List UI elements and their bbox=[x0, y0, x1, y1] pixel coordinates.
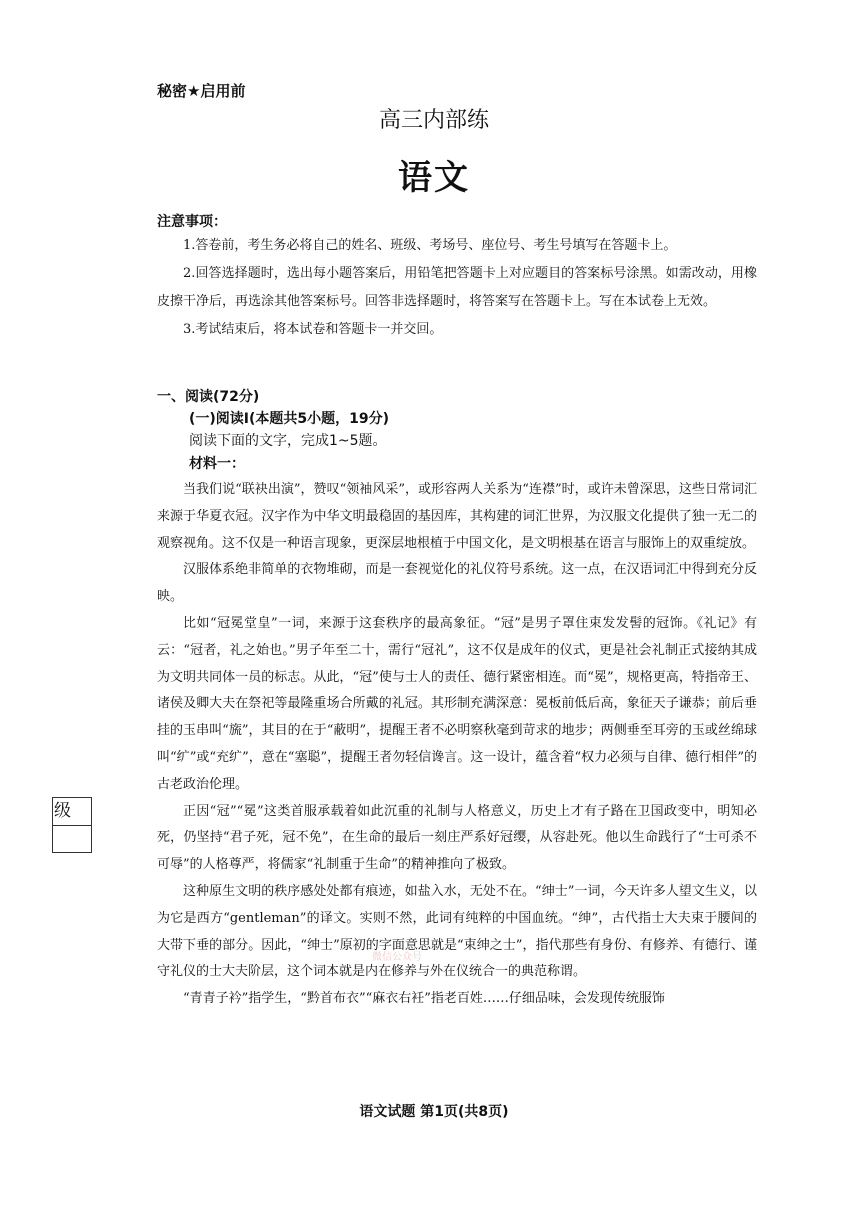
grade-box bbox=[52, 797, 92, 853]
notice-item: 2.回答选择题时，选出每小题答案后，用铅笔把答题卡上对应题目的答案标号涂黑。如需改动，用橡皮擦干净后，再选涂其他答案标号。回答非选择题时，将答案写在答题卡上。写在本试卷上无效。 bbox=[157, 266, 757, 309]
notice-list bbox=[157, 232, 757, 344]
material-text bbox=[157, 477, 757, 1013]
notice-item: 3.考试结束后，将本试卷和答题卡一并交回。 bbox=[183, 322, 443, 337]
subject-title: 语文 bbox=[398, 158, 470, 198]
grade-field bbox=[53, 826, 91, 852]
exam-title: 高三内部练 bbox=[378, 108, 489, 133]
grade-label: 级 bbox=[53, 798, 91, 826]
paragraph: 这种原生文明的秩序感处处都有痕迹，如盐入水，无处不在。“绅士”一词，今天许多人望文生义，以为它是西方“gentleman”的译文。实则不然，此词有纯粹的中国血统。“绅”，古代指士大夫束于腰间的大带下垂的部分。因此，“绅士”原初的字面意思就是“束绅之士”，指代那些有身份、有修养、有德行、谨守礼仪的士大夫阶层，这个词本就是内在修养与外在仪统合一的典范称谓。 bbox=[157, 883, 757, 980]
reading-instruction: 阅读下面的文字，完成1~5题。 bbox=[189, 433, 387, 449]
paragraph: 当我们说“联袂出演”，赞叹“领袖风采”，或形容两人关系为“连襟”时，或许未曾深思，这些日常词汇来源于华夏衣冠。汉字作为中华文明最稳固的基因库，其构建的词汇世界，为汉服文化提供了独一无二的观察视角。这不仅是一种语言现象，更深层地根植于中国文化，是文明根基在语言与服饰上的双重绽放。 bbox=[157, 482, 757, 551]
paragraph: “青青子衿”指学生，“黔首布衣”“麻衣右衽”指老百姓……仔细品味，会发现传统服饰 bbox=[183, 991, 665, 1007]
section-heading: 一、阅读(72分) bbox=[157, 389, 260, 405]
paragraph: 汉服体系绝非简单的衣物堆砌，而是一套视觉化的礼仪符号系统。这一点，在汉语词汇中得到充分反映。 bbox=[157, 562, 757, 605]
notice-item: 1.答卷前，考生务必将自己的姓名、班级、考场号、座位号、考生号填写在答题卡上。 bbox=[183, 238, 677, 253]
paragraph: 比如“冠冕堂皇”一词，来源于这套秩序的最高象征。“冠”是男子罩住束发发髻的冠饰。《礼记》有云：“冠者，礼之始也。”男子年至二十，需行“冠礼”，这不仅是成年的仪式，更是社会礼制正式接纳其成为文明共同体一员的标志。从此，“冠”使与士人的责任、德行紧密相连。而“冕”，规格更高，特指帝王、诸侯及卿大夫在祭祀等最隆重场合所戴的礼冠。其形制充满深意：冕板前低后高，象征天子谦恭；前后垂挂的玉串叫“旒”，其目的在于“蔽明”，提醒王者不必明察秋毫到苛求的地步；两侧垂至耳旁的玉或丝绵球叫“纩”或“充纩”，意在“塞聪”，提醒王者勿轻信谗言。这一设计，蕴含着“权力必须与自律、德行相伴”的古老政治伦理。 bbox=[157, 615, 757, 792]
subsection-heading: (一)阅读Ⅰ(本题共5小题，19分) bbox=[189, 411, 390, 427]
page-footer: 语文试题 第1页(共8页) bbox=[359, 1104, 509, 1120]
paragraph: 正因“冠”“冕”这类首服承载着如此沉重的礼制与人格意义，历史上才有子路在卫国政变中，明知必死，仍坚持“君子死，冠不免”，在生命的最后一刻庄严系好冠缨，从容赴死。他以生命践行了“士可杀不可辱”的人格尊严，将儒家“礼制重于生命”的精神推向了极致。 bbox=[157, 803, 757, 873]
confidential-mark: 秘密★启用前 bbox=[157, 82, 246, 100]
notice-heading: 注意事项： bbox=[157, 214, 227, 230]
watermark: 微信公众号 bbox=[372, 952, 422, 963]
material-label: 材料一： bbox=[189, 456, 245, 472]
